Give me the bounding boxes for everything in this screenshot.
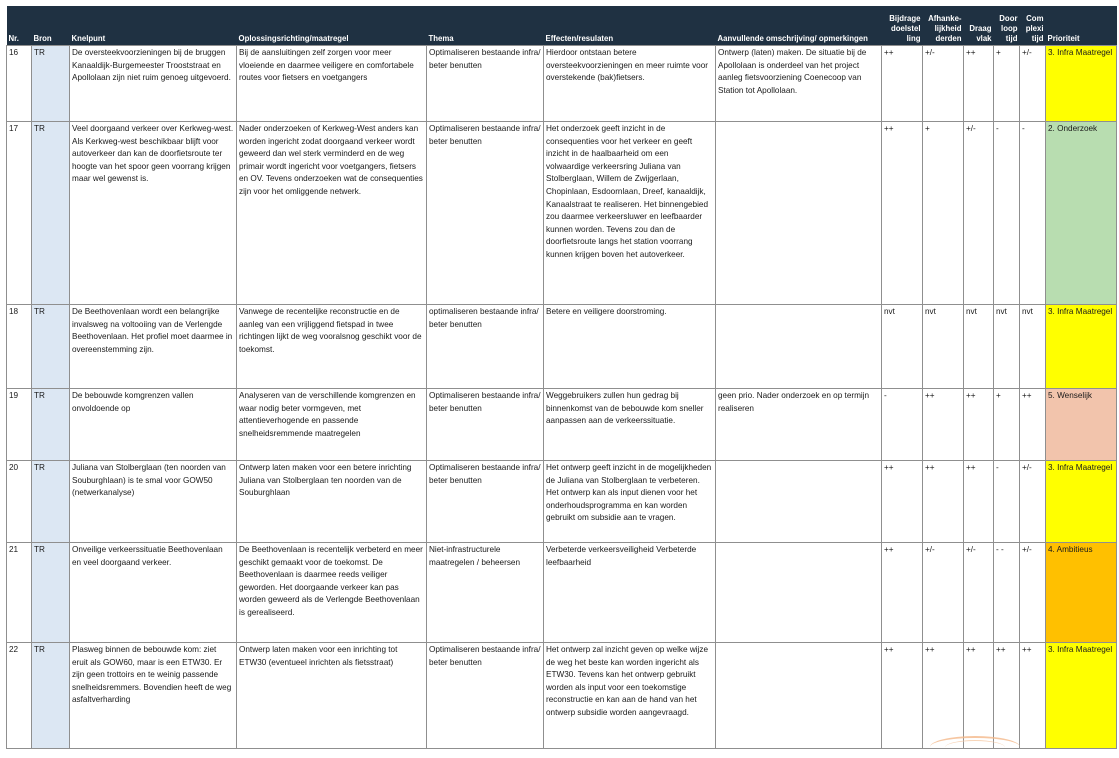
cell-knelpunt: Onveilige verkeerssituatie Beethovenlaan en veel doorgaand verkeer. bbox=[70, 543, 237, 643]
cell-oplossing: Vanwege de recentelijke reconstructie en de aanleg van een vrijliggend fietspad in twee richtingen lijkt de weg vooralsnog geschikt voor de toekomst. bbox=[237, 305, 427, 389]
cell-thema: Niet-infrastructurele maatregelen / beheersen bbox=[427, 543, 544, 643]
cell-afhankelijkheid: + bbox=[923, 122, 964, 305]
cell-prioriteit: 3. Infra Maatregel bbox=[1046, 46, 1117, 122]
header-aanvullend: Aanvullende omschrijving/ opmerkingen bbox=[716, 6, 882, 46]
cell-nr: 17 bbox=[7, 122, 32, 305]
cell-afhankelijkheid: +/- bbox=[923, 543, 964, 643]
cell-bron: TR bbox=[32, 389, 70, 461]
table-row bbox=[7, 389, 1117, 461]
table-row bbox=[7, 643, 1117, 749]
cell-afhankelijkheid: ++ bbox=[923, 643, 964, 749]
cell-effecten: Betere en veiligere doorstroming. bbox=[544, 305, 716, 389]
cell-effecten: Hierdoor ontstaan betere oversteekvoorzieningen en meer ruimte voor overstekende (bak)fietsers. bbox=[544, 46, 716, 122]
cell-doorlooptijd: - - bbox=[994, 543, 1020, 643]
cell-bron: TR bbox=[32, 305, 70, 389]
cell-complexiteit: nvt bbox=[1020, 305, 1046, 389]
cell-bijdrage: nvt bbox=[882, 305, 923, 389]
cell-afhankelijkheid: ++ bbox=[923, 389, 964, 461]
cell-draagvlak: ++ bbox=[964, 461, 994, 543]
cell-thema: Optimaliseren bestaande infra/ beter benutten bbox=[427, 643, 544, 749]
cell-bron: TR bbox=[32, 461, 70, 543]
cell-oplossing: Bij de aansluitingen zelf zorgen voor meer vloeiende en daarmee veiligere en comfortabele routes voor fietsers en voetgangers bbox=[237, 46, 427, 122]
cell-aanvullend bbox=[716, 543, 882, 643]
cell-draagvlak: +/- bbox=[964, 543, 994, 643]
cell-bijdrage: ++ bbox=[882, 122, 923, 305]
cell-thema: Optimaliseren bestaande infra/ beter benutten bbox=[427, 389, 544, 461]
header-knelpunt: Knelpunt bbox=[70, 6, 237, 46]
cell-afhankelijkheid: ++ bbox=[923, 461, 964, 543]
cell-nr: 19 bbox=[7, 389, 32, 461]
cell-complexiteit: +/- bbox=[1020, 543, 1046, 643]
cell-afhankelijkheid: nvt bbox=[923, 305, 964, 389]
cell-oplossing: Ontwerp laten maken voor een inrichting tot ETW30 (eventueel inrichten als fietsstraat) bbox=[237, 643, 427, 749]
cell-doorlooptijd: + bbox=[994, 46, 1020, 122]
cell-aanvullend bbox=[716, 305, 882, 389]
cell-complexiteit: - bbox=[1020, 122, 1046, 305]
cell-doorlooptijd: ++ bbox=[994, 643, 1020, 749]
cell-complexiteit: +/- bbox=[1020, 46, 1046, 122]
cell-draagvlak: ++ bbox=[964, 46, 994, 122]
cell-thema: Optimaliseren bestaande infra/ beter benutten bbox=[427, 461, 544, 543]
cell-oplossing: Ontwerp laten maken voor een betere inrichting Juliana van Stolberglaan ten noorden van de Souburghlaan bbox=[237, 461, 427, 543]
decorative-arc-inner bbox=[945, 740, 1005, 755]
cell-nr: 20 bbox=[7, 461, 32, 543]
header-oplossing: Oplossingsrichting/maatregel bbox=[237, 6, 427, 46]
cell-aanvullend bbox=[716, 461, 882, 543]
cell-bijdrage: ++ bbox=[882, 543, 923, 643]
cell-aanvullend bbox=[716, 122, 882, 305]
header-complexiteit: Com plexi tijd bbox=[1020, 6, 1046, 46]
cell-prioriteit: 4. Ambitieus bbox=[1046, 543, 1117, 643]
cell-bron: TR bbox=[32, 543, 70, 643]
cell-draagvlak: ++ bbox=[964, 643, 994, 749]
cell-afhankelijkheid: +/- bbox=[923, 46, 964, 122]
header-prioriteit: Prioriteit bbox=[1046, 6, 1117, 46]
cell-doorlooptijd: - bbox=[994, 122, 1020, 305]
cell-effecten: Verbeterde verkeersveiligheid Verbeterde leefbaarheid bbox=[544, 543, 716, 643]
cell-bijdrage: ++ bbox=[882, 46, 923, 122]
cell-draagvlak: ++ bbox=[964, 389, 994, 461]
maatregelen-table bbox=[6, 6, 1117, 749]
cell-complexiteit: +/- bbox=[1020, 461, 1046, 543]
cell-effecten: Het ontwerp zal inzicht geven op welke wijze de weg het beste kan worden ingericht als ETW30. Tevens kan het ontwerp gebruikt worden als input voor een toekomstige reconstructie en kan aan de hand van het ontwerp subsidie worden aangevraagd. bbox=[544, 643, 716, 749]
cell-knelpunt: Veel doorgaand verkeer over Kerkweg-west. Als Kerkweg-west beschikbaar blijft voor autoverkeer dan kan de doorfietsroute ter hoogte van het spoor geen voorrang krijgen maar wel gewenst is. bbox=[70, 122, 237, 305]
cell-doorlooptijd: nvt bbox=[994, 305, 1020, 389]
cell-nr: 21 bbox=[7, 543, 32, 643]
cell-nr: 16 bbox=[7, 46, 32, 122]
table-row bbox=[7, 543, 1117, 643]
cell-knelpunt: Juliana van Stolberglaan (ten noorden van Souburghlaan) is te smal voor GOW50 (netwerkanalyse) bbox=[70, 461, 237, 543]
cell-bijdrage: ++ bbox=[882, 461, 923, 543]
cell-oplossing: Nader onderzoeken of Kerkweg-West anders kan worden ingericht zodat doorgaand verkeer wordt geweerd dan wel sterk verminderd en de weg primair wordt ingericht voor voetgangers, fietsers en OV. Tevens onderzoeken wat de consequenties zijn voor het omliggende netwerk. bbox=[237, 122, 427, 305]
header-nr: Nr. bbox=[7, 6, 32, 46]
cell-prioriteit: 2. Onderzoek bbox=[1046, 122, 1117, 305]
cell-doorlooptijd: - bbox=[994, 461, 1020, 543]
cell-thema: Optimaliseren bestaande infra/ beter benutten bbox=[427, 46, 544, 122]
header-draagvlak: Draag vlak bbox=[964, 6, 994, 46]
table-row bbox=[7, 46, 1117, 122]
cell-knelpunt: De oversteekvoorzieningen bij de bruggen Kanaaldijk-Burgemeester Trooststraat en Apollolaan zijn niet ruim genoeg uitgevoerd. bbox=[70, 46, 237, 122]
cell-draagvlak: nvt bbox=[964, 305, 994, 389]
cell-aanvullend: geen prio. Nader onderzoek en op termijn realiseren bbox=[716, 389, 882, 461]
cell-bijdrage: ++ bbox=[882, 643, 923, 749]
table-row bbox=[7, 461, 1117, 543]
cell-complexiteit: ++ bbox=[1020, 389, 1046, 461]
table-row bbox=[7, 122, 1117, 305]
cell-thema: optimaliseren bestaande infra/ beter benutten bbox=[427, 305, 544, 389]
cell-bron: TR bbox=[32, 122, 70, 305]
header-effecten: Effecten/resulaten bbox=[544, 6, 716, 46]
cell-prioriteit: 3. Infra Maatregel bbox=[1046, 643, 1117, 749]
cell-bijdrage: - bbox=[882, 389, 923, 461]
cell-effecten: Het ontwerp geeft inzicht in de mogelijkheden de Juliana van Stolberglaan te verbeteren. Het ontwerp kan als input dienen voor het onderhoudsprogramma en kan worden gebruikt om subsidie aan te vragen. bbox=[544, 461, 716, 543]
header-doorlooptijd: Door loop tijd bbox=[994, 6, 1020, 46]
cell-aanvullend bbox=[716, 643, 882, 749]
cell-effecten: Het onderzoek geeft inzicht in de consequenties voor het verkeer en geeft inzicht in de haalbaarheid om een volwaardige verkeersring Juliana van Stolberglaan, Willem de Zwijgerlaan, Chopinlaan, Esdoornlaan, Dreef, kanaaldijk, Kanaalstraat te realiseren. Het binnengebied zou daarmee verkeersluwer en leefbaarder kunnen worden. Tevens zou dan de doorfietsroute langs het station voorrang kunnen krijgen boven het autoverkeer. bbox=[544, 122, 716, 305]
cell-aanvullend: Ontwerp (laten) maken. De situatie bij de Apollolaan is onderdeel van het project aanleg fietsvoorziening Coenecoop van Station tot Apollolaan. bbox=[716, 46, 882, 122]
cell-bron: TR bbox=[32, 643, 70, 749]
cell-draagvlak: +/- bbox=[964, 122, 994, 305]
header-thema: Thema bbox=[427, 6, 544, 46]
cell-prioriteit: 3. Infra Maatregel bbox=[1046, 461, 1117, 543]
cell-nr: 22 bbox=[7, 643, 32, 749]
cell-thema: Optimaliseren bestaande infra/ beter benutten bbox=[427, 122, 544, 305]
cell-bron: TR bbox=[32, 46, 70, 122]
header-bijdrage: Bijdrage doelstel ling bbox=[882, 6, 923, 46]
cell-complexiteit: ++ bbox=[1020, 643, 1046, 749]
cell-nr: 18 bbox=[7, 305, 32, 389]
cell-oplossing: De Beethovenlaan is recentelijk verbeterd en meer geschikt gemaakt voor de toekomst. De Beethovenlaan is daarmee reeds veiliger geworden. Het doorgaande verkeer kan pas worden geweerd als de Verlengde Beethovenlaan is gerealiseerd. bbox=[237, 543, 427, 643]
cell-prioriteit: 3. Infra Maatregel bbox=[1046, 305, 1117, 389]
cell-knelpunt: De Beethovenlaan wordt een belangrijke invalsweg na voltooiing van de Verlengde Beethovenlaan. Het profiel moet daarmee in overeenstemming zijn. bbox=[70, 305, 237, 389]
table-row bbox=[7, 305, 1117, 389]
header-afhankelijkheid: Afhanke- lijkheid derden bbox=[923, 6, 964, 46]
cell-prioriteit: 5. Wenselijk bbox=[1046, 389, 1117, 461]
cell-effecten: Weggebruikers zullen hun gedrag bij binnenkomst van de bebouwde kom sneller aanpassen aan de verkeerssituatie. bbox=[544, 389, 716, 461]
header-bron: Bron bbox=[32, 6, 70, 46]
cell-doorlooptijd: + bbox=[994, 389, 1020, 461]
cell-knelpunt: Plasweg binnen de bebouwde kom: ziet eruit als GOW60, maar is een ETW30. Er zijn geen trottoirs en te weinig passende snelheidsremmers. Bovendien heeft de weg asfaltverharding bbox=[70, 643, 237, 749]
header-row bbox=[7, 6, 1117, 46]
cell-knelpunt: De bebouwde komgrenzen vallen onvoldoende op bbox=[70, 389, 237, 461]
cell-oplossing: Analyseren van de verschillende komgrenzen en waar nodig beter vormgeven, met attentieverhogende en passende snelheidsremmende maatregelen bbox=[237, 389, 427, 461]
